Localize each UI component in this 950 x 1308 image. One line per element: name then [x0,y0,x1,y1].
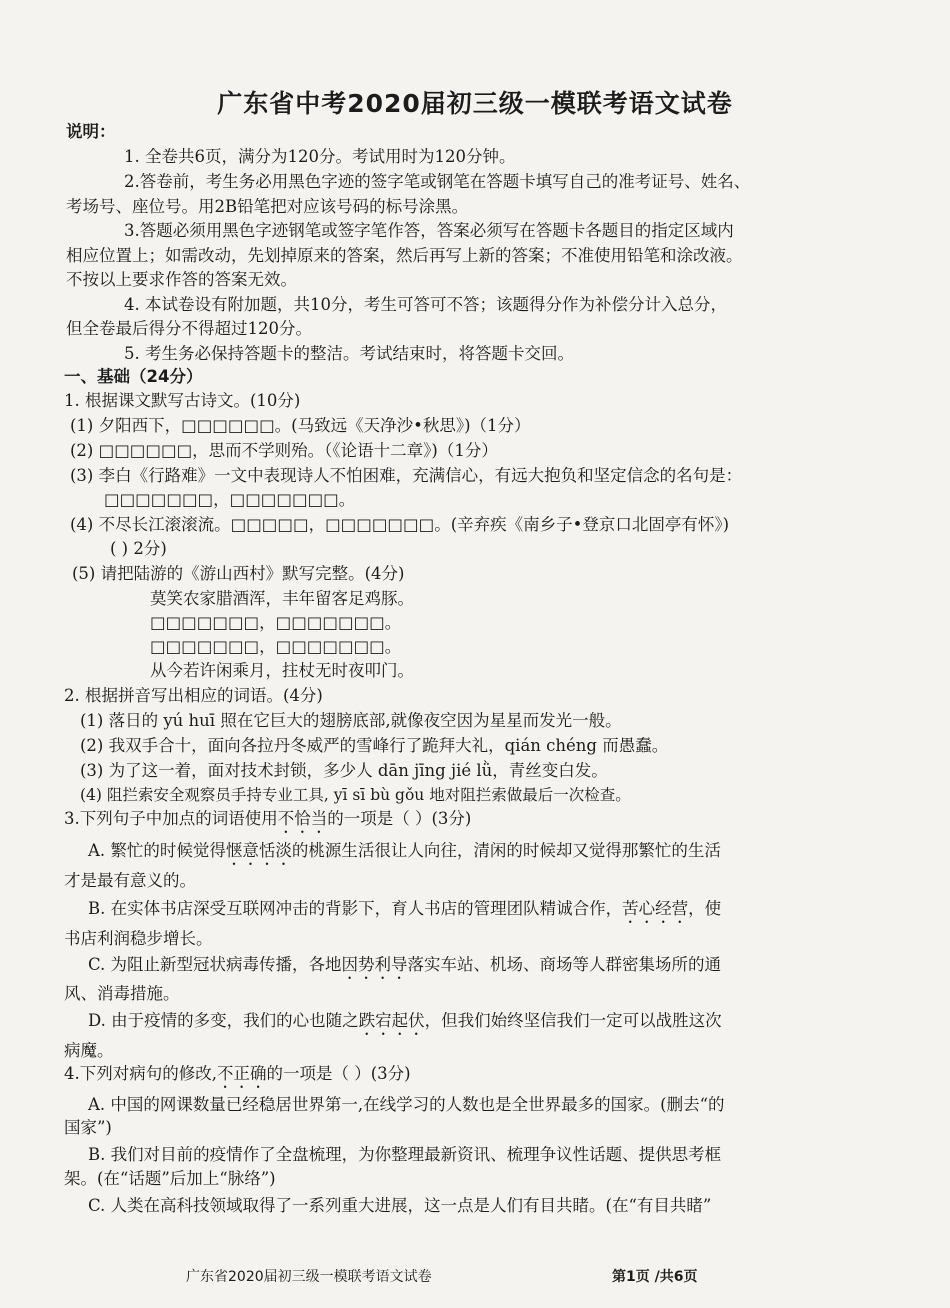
option-d-cont: 病魔。 [64,1041,114,1060]
emphasis-text: 苦心经营 [622,899,689,918]
option-text: A. 繁忙的时候觉得 [88,841,226,860]
instruction-line: 考场号、座位号。用2B铅笔把对应该号码的标号涂黑。 [66,197,469,216]
question-2-item: (3) 为了这一着，面对技术封锁，多少人 dān jīng jié lǜ，青丝变白发。 [80,761,608,780]
instruction-line: 5. 考生务必保持答题卡的整洁。考试结束时，将答题卡交回。 [124,344,574,363]
question-1-item: (4) 不尽长江滚滚流。□□□□□，□□□□□□□。(辛弃疾《南乡子•登京口北固亭有怀》) [70,515,730,534]
instruction-line: 1. 全卷共6页，满分为120分。考试用时为120分钟。 [124,147,516,166]
option-a-cont: 才是最有意义的。 [64,871,196,890]
stem-text: 3.下列句子中加点的词语使用 [64,809,278,828]
question-1-stem: 1. 根据课文默写古诗文。(10分) [64,391,301,410]
option-d [88,1010,722,1039]
question-1-item: □□□□□□□，□□□□□□□。 [104,490,356,509]
footer-title: 广东省2020届初三级一模联考语文试卷 [186,1269,432,1285]
option-b: B. 我们对目前的疫情作了全盘梳理，为你整理最新资讯、梳理争议性话题、提供思考框 [88,1145,722,1164]
instruction-line: 3.答题必须用黑色字迹钢笔或签字笔作答，答案必须写在答题卡各题目的指定区域内 [124,221,734,240]
stem-text: 的一项是（ ）(3分) [327,809,472,828]
emphasis-text: 不正确 [217,1064,267,1083]
poem-line: □□□□□□□，□□□□□□□。 [150,613,402,632]
emphasis-text: 跌宕起伏 [358,1011,425,1030]
poem-line: 从今若许闲乘月，拄杖无时夜叩门。 [150,661,414,680]
question-1-item: (5) 请把陆游的《游山西村》默写完整。(4分) [72,564,405,583]
question-4-stem [64,1063,411,1092]
question-2-item: (1) 落日的 yú huī 照在它巨大的翅膀底部,就像夜空因为星星而发光一般。 [80,711,622,730]
page-number: 第1页 /共6页 [612,1269,698,1285]
option-a-cont: 国家”) [64,1118,112,1137]
stem-text: 的一项是（ ）(3分) [266,1064,411,1083]
poem-line: 莫笑农家腊酒浑，丰年留客足鸡豚。 [150,589,414,608]
instruction-line: 2.答卷前，考生务必用黑色字迹的签字笔或钢笔在答题卡填写自己的准考证号、姓名、 [124,172,751,191]
emphasis-text: 因势利导 [341,955,408,974]
question-1-item: (3) 李白《行路难》一文中表现诗人不怕困难，充满信心，有远大抱负和坚定信念的名句是： [70,466,743,485]
option-text: ，使 [688,899,722,918]
option-a: A. 中国的网课数量已经稳居世界第一,在线学习的人数也是全世界最多的国家。(删去“的 [88,1095,725,1114]
option-c: C. 人类在高科技领域取得了一系列重大进展，这一点是人们有目共睹。(在“有目共睹” [88,1196,712,1215]
emphasis-text: 惬意恬淡 [225,841,292,860]
instruction-line: 4. 本试卷设有附加题，共10分，考生可答可不答；该题得分作为补偿分计入总分， [124,295,727,314]
option-b-cont: 书店利润稳步增长。 [64,929,213,948]
option-text: 落实车站、机场、商场等人群密集场所的通 [407,955,722,974]
question-3-stem [64,808,471,837]
question-2-item: (4) 阻拦索安全观察员手持专业工具, yī sī bù gǒu 地对阻拦索做最后一次检查。 [80,786,631,804]
option-b [88,898,721,927]
option-c [88,954,721,983]
instruction-line: 但全卷最后得分不得超过120分。 [66,319,312,338]
option-text: C. 为阻止新型冠状病毒传播，各地 [88,955,342,974]
question-2-stem: 2. 根据拼音写出相应的词语。(4分) [64,686,323,705]
question-1-item: ( ) 2分) [110,539,167,558]
question-1-item: (1) 夕阳西下，□□□□□□。(马致远《天净沙•秋思》)（1分） [70,416,531,435]
instructions-heading: 说明： [66,122,116,141]
question-2-item: (2) 我双手合十，面向各拉丹冬威严的雪峰行了跪拜大礼，qián chéng 而愚蠢。 [80,736,669,755]
stem-text: 4.下列对病句的修改, [64,1064,217,1083]
option-text: B. 在实体书店深受互联网冲击的背影下，育人书店的管理团队精诚合作， [88,899,623,918]
option-text: 的桃源生活很让人向往，清闲的时候却又觉得那繁忙的生活 [291,841,721,860]
poem-line: □□□□□□□，□□□□□□□。 [150,637,402,656]
instruction-line: 不按以上要求作答的答案无效。 [66,270,297,289]
option-text: ，但我们始终坚信我们一定可以战胜这次 [424,1011,722,1030]
option-a [88,840,721,869]
option-text: D. 由于疫情的多变，我们的心也随之 [88,1011,359,1030]
instruction-line: 相应位置上；如需改动，先划掉原来的答案，然后再写上新的答案；不准使用铅笔和涂改液。 [66,246,743,265]
question-1-item: (2) □□□□□□，思而不学则殆。（《论语十二章》)（1分） [70,441,498,460]
option-c-cont: 风、消毒措施。 [64,984,180,1003]
emphasis-text: 不恰当 [277,809,328,828]
section-heading: 一、基础（24分） [64,367,203,386]
page-title: 广东省中考2020届初三级一模联考语文试卷 [217,89,733,118]
option-b-cont: 架。(在“话题”后加上“脉络”) [64,1169,276,1188]
